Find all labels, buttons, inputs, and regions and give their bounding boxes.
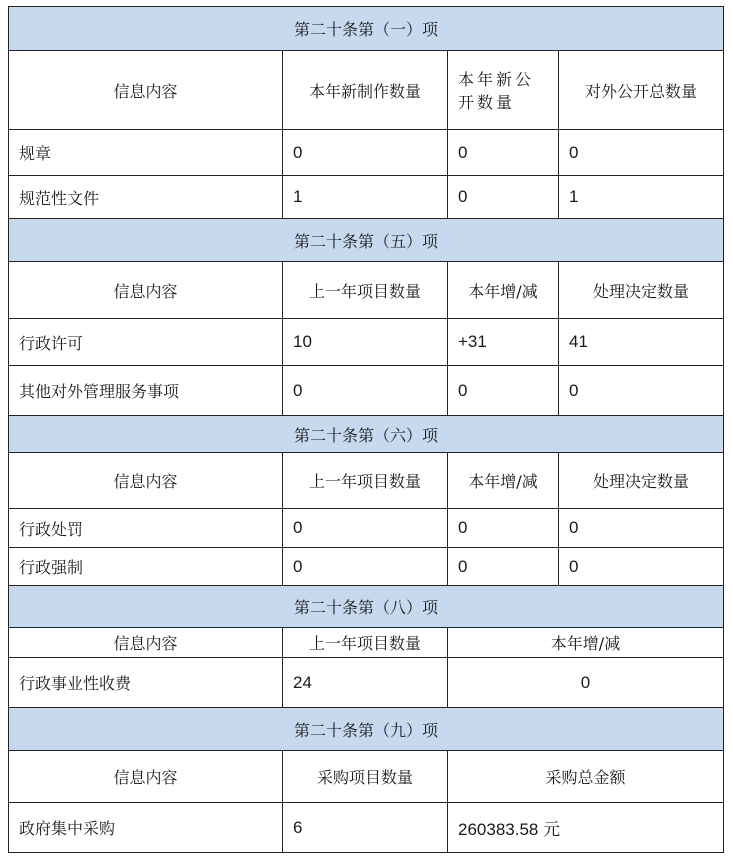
table-row: [9, 803, 724, 853]
table-cell: 0: [448, 548, 559, 586]
table-row: [9, 658, 724, 708]
section-title: 第二十条第（九）项: [9, 708, 724, 751]
header-cell: 采购总金额: [448, 751, 724, 803]
row-label: 规范性文件: [9, 176, 283, 219]
header-cell: 上一年项目数量: [283, 262, 448, 319]
header-cell: 处理决定数量: [559, 262, 724, 319]
table-cell: 0: [283, 509, 448, 548]
table-row: [9, 366, 724, 416]
table-cell: 0: [559, 130, 724, 176]
header-cell: 信息内容: [9, 453, 283, 509]
section-title: 第二十条第（八）项: [9, 586, 724, 628]
row-label: 其他对外管理服务事项: [9, 366, 283, 416]
table-cell: 0: [448, 366, 559, 416]
table-cell: 10: [283, 319, 448, 366]
table-row: [9, 548, 724, 586]
row-label: 行政事业性收费: [9, 658, 283, 708]
table-cell: 6: [283, 803, 448, 853]
header-cell: 信息内容: [9, 628, 283, 658]
header-cell: 信息内容: [9, 262, 283, 319]
header-cell: 本年新公开数量: [448, 51, 559, 130]
header-cell: 信息内容: [9, 51, 283, 130]
row-label: 行政处罚: [9, 509, 283, 548]
table-cell: 0: [448, 509, 559, 548]
section-title: 第二十条第（一）项: [9, 7, 724, 51]
row-label: 政府集中采购: [9, 803, 283, 853]
table-cell: 41: [559, 319, 724, 366]
header-cell: 本年增/减: [448, 453, 559, 509]
row-label: 行政强制: [9, 548, 283, 586]
header-cell: 上一年项目数量: [283, 453, 448, 509]
row-label: 行政许可: [9, 319, 283, 366]
table-row: [9, 130, 724, 176]
table-cell: 0: [559, 548, 724, 586]
header-cell: 信息内容: [9, 751, 283, 803]
header-cell: 本年新制作数量: [283, 51, 448, 130]
table-cell: +31: [448, 319, 559, 366]
row-label: 规章: [9, 130, 283, 176]
table-cell: 0: [283, 548, 448, 586]
header-cell: 处理决定数量: [559, 453, 724, 509]
table-row: [9, 509, 724, 548]
section-title: 第二十条第（六）项: [9, 416, 724, 453]
table-cell: 0: [283, 130, 448, 176]
table-cell: 1: [559, 176, 724, 219]
header-cell: 本年增/减: [448, 628, 724, 658]
header-cell: 采购项目数量: [283, 751, 448, 803]
disclosure-table: [8, 6, 724, 853]
table-cell: 0: [283, 366, 448, 416]
header-cell: 本年增/减: [448, 262, 559, 319]
table-cell: 24: [283, 658, 448, 708]
section-title: 第二十条第（五）项: [9, 219, 724, 262]
table-cell: 0: [559, 509, 724, 548]
table-cell: 0: [448, 130, 559, 176]
table-cell: 0: [448, 658, 724, 708]
table-cell: 0: [448, 176, 559, 219]
table-cell: 1: [283, 176, 448, 219]
header-cell: 对外公开总数量: [559, 51, 724, 130]
header-cell: 上一年项目数量: [283, 628, 448, 658]
table-row: [9, 176, 724, 219]
table-row: [9, 319, 724, 366]
table-cell: 260383.58 元: [448, 803, 724, 853]
table-cell: 0: [559, 366, 724, 416]
